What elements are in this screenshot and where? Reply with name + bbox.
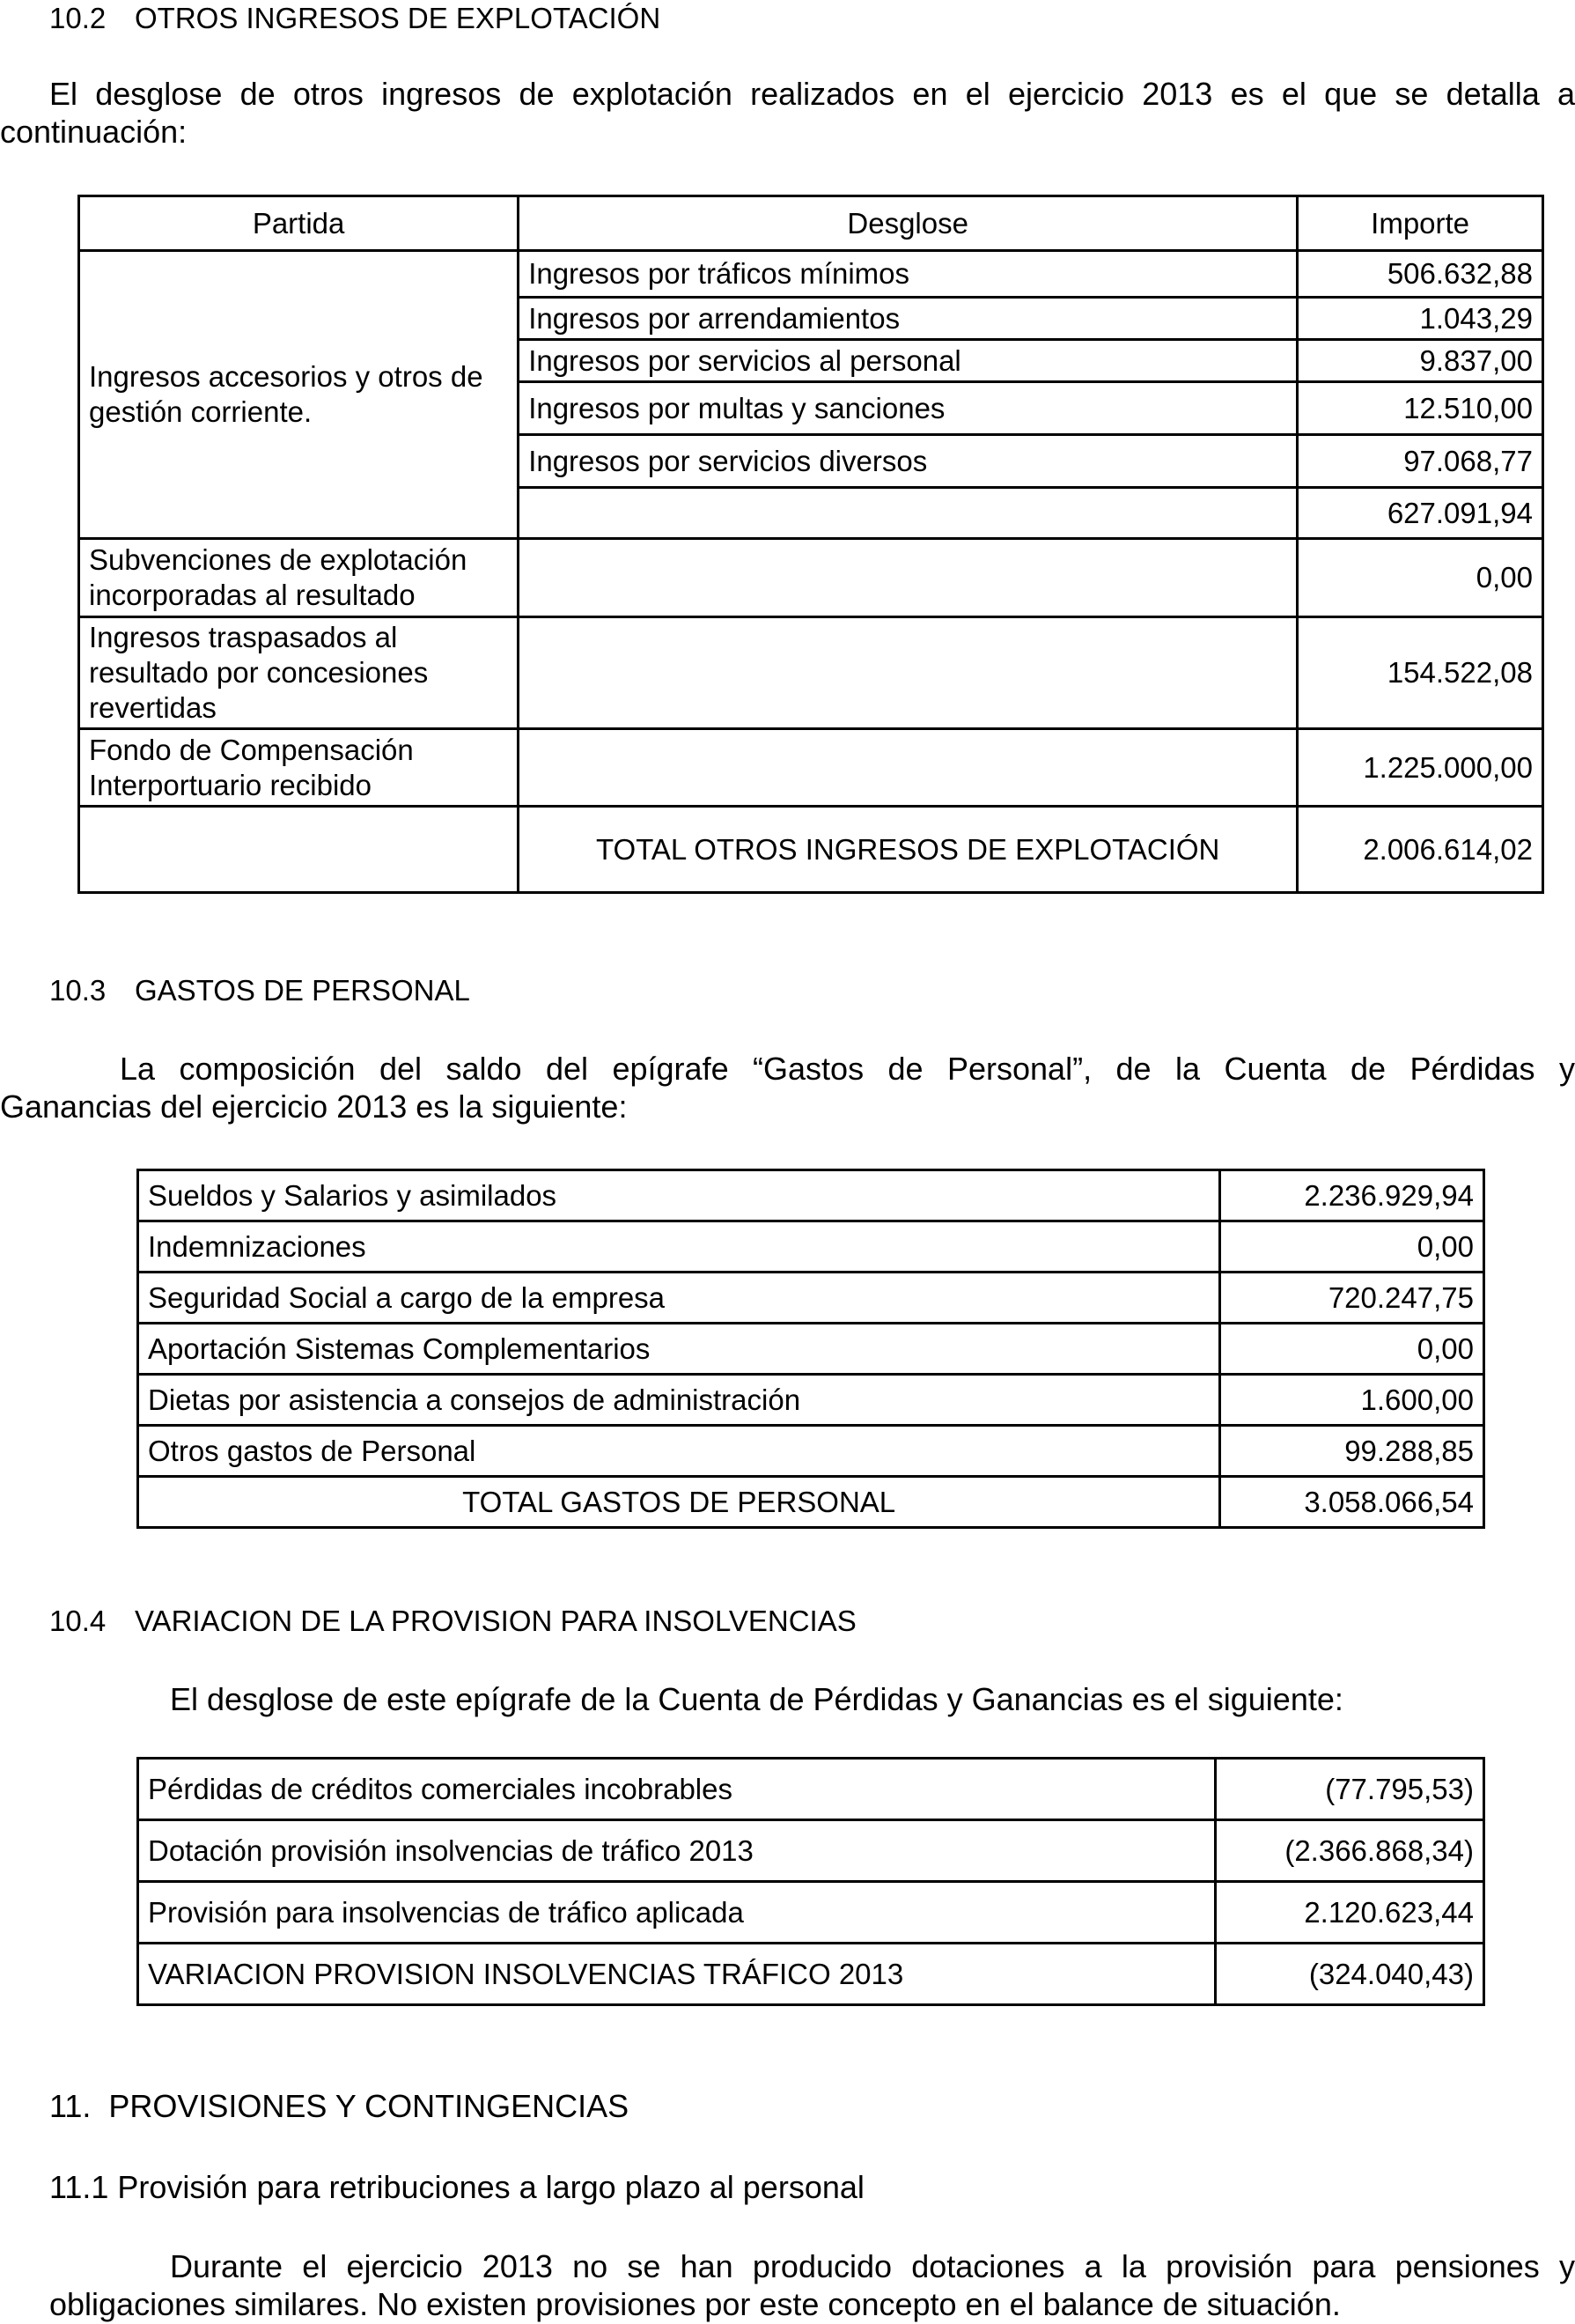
table-row (79, 617, 1543, 729)
total-value: 3.058.066,54 (1220, 1477, 1484, 1528)
desglose-cell: Ingresos por servicios diversos (519, 435, 1298, 488)
total-row (138, 1944, 1484, 2005)
table-row (138, 1324, 1484, 1375)
column-header-partida: Partida (79, 196, 519, 251)
desglose-cell: Ingresos por multas y sanciones (519, 382, 1298, 435)
importe-cell: 0,00 (1298, 539, 1543, 617)
table-row (138, 1882, 1484, 1944)
table-row (138, 1759, 1484, 1820)
desglose-cell-empty (519, 539, 1298, 617)
total-label: TOTAL OTROS INGRESOS DE EXPLOTACIÓN (519, 807, 1298, 893)
section-number: 10.3 (49, 974, 107, 1007)
row-label: Dotación provisión insolvencias de tráfico 2013 (138, 1820, 1216, 1882)
table-row (138, 1221, 1484, 1273)
row-label: Indemnizaciones (138, 1221, 1220, 1273)
total-row (79, 807, 1543, 893)
importe-cell: 9.837,00 (1298, 340, 1543, 382)
partida-cell: Subvenciones de explotación incorporadas al resultado (79, 539, 519, 617)
row-label: Sueldos y Salarios y asimilados (138, 1170, 1220, 1221)
row-value: 1.600,00 (1220, 1375, 1484, 1426)
importe-cell: 506.632,88 (1298, 251, 1543, 298)
intro-line: La composición del saldo del epígrafe “Gastos de Personal”, de la Cuenta de Pérdidas y (120, 1051, 1575, 1087)
importe-cell: 12.510,00 (1298, 382, 1543, 435)
table-row (79, 251, 1543, 298)
row-value: 2.236.929,94 (1220, 1170, 1484, 1221)
row-value: (77.795,53) (1216, 1759, 1484, 1820)
section-11-1-paragraph (49, 2247, 1575, 2323)
section-10-4-intro: El desglose de este epígrafe de la Cuenta de Pérdidas y Ganancias es el siguiente: (170, 1681, 1343, 1717)
paragraph-line: obligaciones similares. No existen provisiones por este concepto en el balance de situación. (49, 2286, 1341, 2322)
table-row (79, 539, 1543, 617)
row-label: Aportación Sistemas Complementarios (138, 1324, 1220, 1375)
desglose-cell: Ingresos por servicios al personal (519, 340, 1298, 382)
table-row (138, 1375, 1484, 1426)
section-11-1-heading: 11.1 Provisión para retribuciones a largo plazo al personal (49, 2169, 865, 2205)
row-label: VARIACION PROVISION INSOLVENCIAS TRÁFICO 2013 (138, 1944, 1216, 2005)
row-value: 99.288,85 (1220, 1426, 1484, 1477)
partida-cell-empty (79, 807, 519, 893)
row-value: 2.120.623,44 (1216, 1882, 1484, 1944)
section-10-2-heading (49, 2, 660, 35)
provision-insolvencias-table (136, 1757, 1485, 2006)
section-11-heading: 11. PROVISIONES Y CONTINGENCIAS (49, 2088, 629, 2124)
partida-cell: Ingresos traspasados al resultado por concesiones revertidas (79, 617, 519, 729)
paragraph-line: Durante el ejercicio 2013 no se han producido dotaciones a la provisión para pensiones y (170, 2248, 1575, 2284)
group-label-ingresos-accesorios: Ingresos accesorios y otros de gestión corriente. (79, 251, 519, 539)
column-header-desglose: Desglose (519, 196, 1298, 251)
partida-cell: Fondo de Compensación Interportuario recibido (79, 729, 519, 807)
row-label: Pérdidas de créditos comerciales incobrables (138, 1759, 1216, 1820)
section-10-4-heading (49, 1605, 857, 1638)
total-label: TOTAL GASTOS DE PERSONAL (138, 1477, 1220, 1528)
total-row (138, 1477, 1484, 1528)
row-value: 0,00 (1220, 1221, 1484, 1273)
row-label: Seguridad Social a cargo de la empresa (138, 1273, 1220, 1324)
row-value: (2.366.868,34) (1216, 1820, 1484, 1882)
section-number: 10.2 (49, 2, 107, 34)
subtotal-value: 627.091,94 (1298, 488, 1543, 539)
intro-line: continuación: (0, 114, 188, 150)
row-value: 720.247,75 (1220, 1273, 1484, 1324)
desglose-cell: Ingresos por tráficos mínimos (519, 251, 1298, 298)
intro-line: Ganancias del ejercicio 2013 es la siguiente: (0, 1088, 628, 1125)
table-header-row (79, 196, 1543, 251)
section-title: OTROS INGRESOS DE EXPLOTACIÓN (135, 2, 661, 34)
table-row (79, 729, 1543, 807)
column-header-importe: Importe (1298, 196, 1543, 251)
row-value: (324.040,43) (1216, 1944, 1484, 2005)
importe-cell: 1.225.000,00 (1298, 729, 1543, 807)
table-row (138, 1820, 1484, 1882)
row-label: Provisión para insolvencias de tráfico aplicada (138, 1882, 1216, 1944)
row-label: Dietas por asistencia a consejos de administración (138, 1375, 1220, 1426)
desglose-cell: Ingresos por arrendamientos (519, 298, 1298, 340)
otros-ingresos-table (77, 195, 1544, 894)
desglose-cell-empty (519, 617, 1298, 729)
intro-line: El desglose de otros ingresos de explotación realizados en el ejercicio 2013 es el que se detalla a (49, 76, 1575, 112)
importe-cell: 97.068,77 (1298, 435, 1543, 488)
section-title: VARIACION DE LA PROVISION PARA INSOLVENCIAS (135, 1605, 857, 1637)
desglose-cell-empty (519, 488, 1298, 539)
section-10-2-intro (0, 75, 1575, 151)
section-number: 10.4 (49, 1605, 107, 1637)
total-value: 2.006.614,02 (1298, 807, 1543, 893)
importe-cell: 1.043,29 (1298, 298, 1543, 340)
section-title: GASTOS DE PERSONAL (135, 974, 470, 1007)
importe-cell: 154.522,08 (1298, 617, 1543, 729)
section-10-3-heading (49, 974, 470, 1007)
section-10-3-intro (0, 1050, 1575, 1125)
row-label: Otros gastos de Personal (138, 1426, 1220, 1477)
desglose-cell-empty (519, 729, 1298, 807)
table-row (138, 1426, 1484, 1477)
gastos-personal-table (136, 1169, 1485, 1529)
table-row (138, 1170, 1484, 1221)
row-value: 0,00 (1220, 1324, 1484, 1375)
table-row (138, 1273, 1484, 1324)
